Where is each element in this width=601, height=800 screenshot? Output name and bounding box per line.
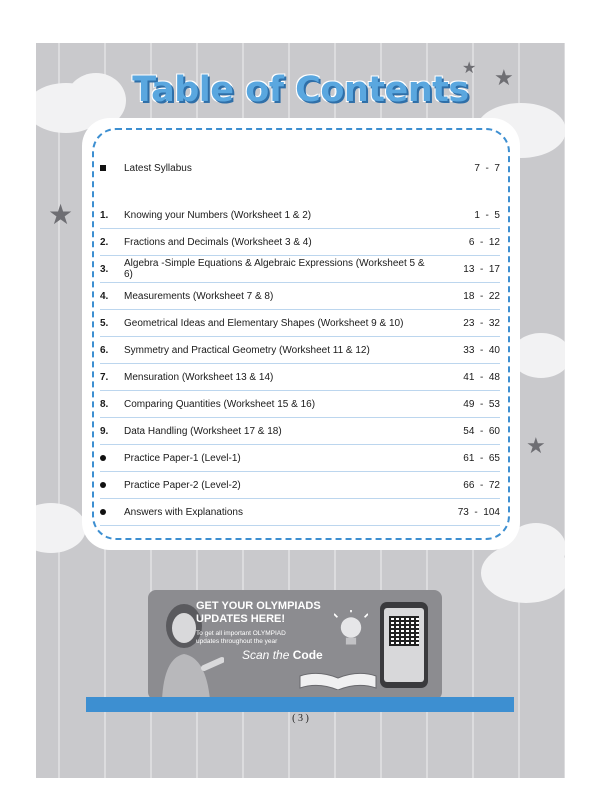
- toc-row-chapter[interactable]: [100, 283, 500, 310]
- toc-label: Practice Paper-1 (Level-1): [124, 452, 241, 464]
- toc-label: Geometrical Ideas and Elementary Shapes: [124, 317, 315, 329]
- star-icon: ★: [526, 433, 546, 458]
- toc-pages: 7 - 7: [474, 163, 500, 174]
- toc-label: Comparing Quantities: [124, 398, 221, 410]
- toc-number: 5.: [100, 317, 109, 329]
- toc-pages: 73 - 104: [457, 506, 500, 518]
- page-title: Table of Contents: [132, 70, 469, 110]
- toc-number: 9.: [100, 425, 109, 437]
- toc-pages: 1 - 5: [474, 209, 500, 221]
- toc-row-extra[interactable]: [100, 445, 500, 472]
- banner-heading-line2: UPDATES HERE!: [196, 613, 286, 625]
- scan-connector: the: [269, 648, 293, 662]
- toc-number: 2.: [100, 236, 109, 248]
- toc-row-extra[interactable]: [100, 472, 500, 499]
- toc-label: Data Handling: [124, 425, 188, 437]
- toc-pages: 33 - 40: [463, 344, 500, 356]
- toc-row-chapter[interactable]: [100, 202, 500, 229]
- toc-note: (Worksheet 7 & 8): [192, 290, 274, 302]
- star-icon: ★: [462, 60, 477, 77]
- toc-label: Latest Syllabus: [124, 163, 192, 174]
- scan-word: Scan: [242, 648, 270, 662]
- toc-list: [100, 155, 500, 526]
- toc-row-chapter[interactable]: [100, 310, 500, 337]
- toc-note: (Worksheet 1 & 2): [230, 209, 312, 221]
- toc-number: 8.: [100, 398, 109, 410]
- toc-number: 7.: [100, 371, 109, 383]
- toc-pages: 49 - 53: [463, 398, 500, 410]
- banner-heading-line1: GET YOUR OLYMPIADS: [196, 600, 321, 612]
- toc-pages: 23 - 32: [463, 317, 500, 329]
- toc-number: 1.: [100, 209, 109, 221]
- toc-row-chapter[interactable]: [100, 229, 500, 256]
- open-book-icon: [298, 670, 378, 690]
- toc-label: Knowing your Numbers: [124, 209, 228, 221]
- qr-code-icon: [389, 616, 419, 646]
- page-number: ( 3 ): [292, 713, 309, 724]
- toc-pages: 6 - 12: [468, 236, 500, 248]
- star-icon: ★: [494, 65, 514, 90]
- toc-row-chapter[interactable]: [100, 418, 500, 445]
- scan-code-word: Code: [292, 648, 323, 662]
- toc-row-chapter[interactable]: [100, 364, 500, 391]
- toc-note: (Worksheet 17 & 18): [190, 425, 282, 437]
- round-bullet-icon: [100, 482, 106, 488]
- toc-label: Answers with Explanations: [124, 506, 243, 518]
- star-icon: ★: [48, 199, 74, 230]
- toc-label: Practice Paper-2 (Level-2): [124, 479, 241, 491]
- cloud-decoration: [36, 503, 86, 553]
- toc-pages: 66 - 72: [463, 479, 500, 491]
- phone-qr-code[interactable]: [380, 602, 428, 688]
- banner-scan-label: [242, 648, 323, 662]
- toc-number: 6.: [100, 344, 109, 356]
- toc-note: (Worksheet 11 & 12): [279, 344, 370, 356]
- round-bullet-icon: [100, 509, 106, 515]
- toc-row-syllabus[interactable]: [100, 155, 500, 182]
- toc-row-chapter[interactable]: [100, 391, 500, 418]
- lightbulb-icon: [334, 610, 368, 662]
- toc-label: Symmetry and Practical Geometry: [124, 344, 277, 356]
- toc-row-chapter[interactable]: [100, 337, 500, 364]
- toc-pages: 41 - 48: [463, 371, 500, 383]
- toc-label: Mensuration: [124, 371, 180, 383]
- toc-number: 4.: [100, 290, 109, 302]
- toc-label: Algebra -Simple Equations & Algebraic Expressions: [124, 258, 354, 269]
- square-bullet-icon: [100, 165, 106, 171]
- toc-note: (Worksheet 13 & 14): [181, 371, 274, 383]
- toc-row-chapter[interactable]: [100, 256, 500, 283]
- toc-note: (Worksheet 9 & 10): [317, 317, 404, 329]
- toc-note: (Worksheet 5 & 6): [124, 258, 425, 280]
- toc-pages: 13 - 17: [463, 263, 500, 275]
- footer-bar: [86, 697, 514, 712]
- toc-pages: 18 - 22: [463, 290, 500, 302]
- toc-number: 3.: [100, 263, 109, 275]
- toc-note: (Worksheet 15 & 16): [223, 398, 316, 410]
- round-bullet-icon: [100, 455, 106, 461]
- toc-label: Measurements: [124, 290, 191, 302]
- toc-pages: 61 - 65: [463, 452, 500, 464]
- toc-label: Fractions and Decimals: [124, 236, 229, 248]
- banner-subtext: To get all important OLYMPIAD updates throughout the year: [196, 630, 286, 645]
- toc-note: (Worksheet 3 & 4): [231, 236, 312, 248]
- toc-row-extra[interactable]: [100, 499, 500, 526]
- olympiad-updates-banner[interactable]: [148, 590, 442, 700]
- toc-pages: 54 - 60: [463, 425, 500, 437]
